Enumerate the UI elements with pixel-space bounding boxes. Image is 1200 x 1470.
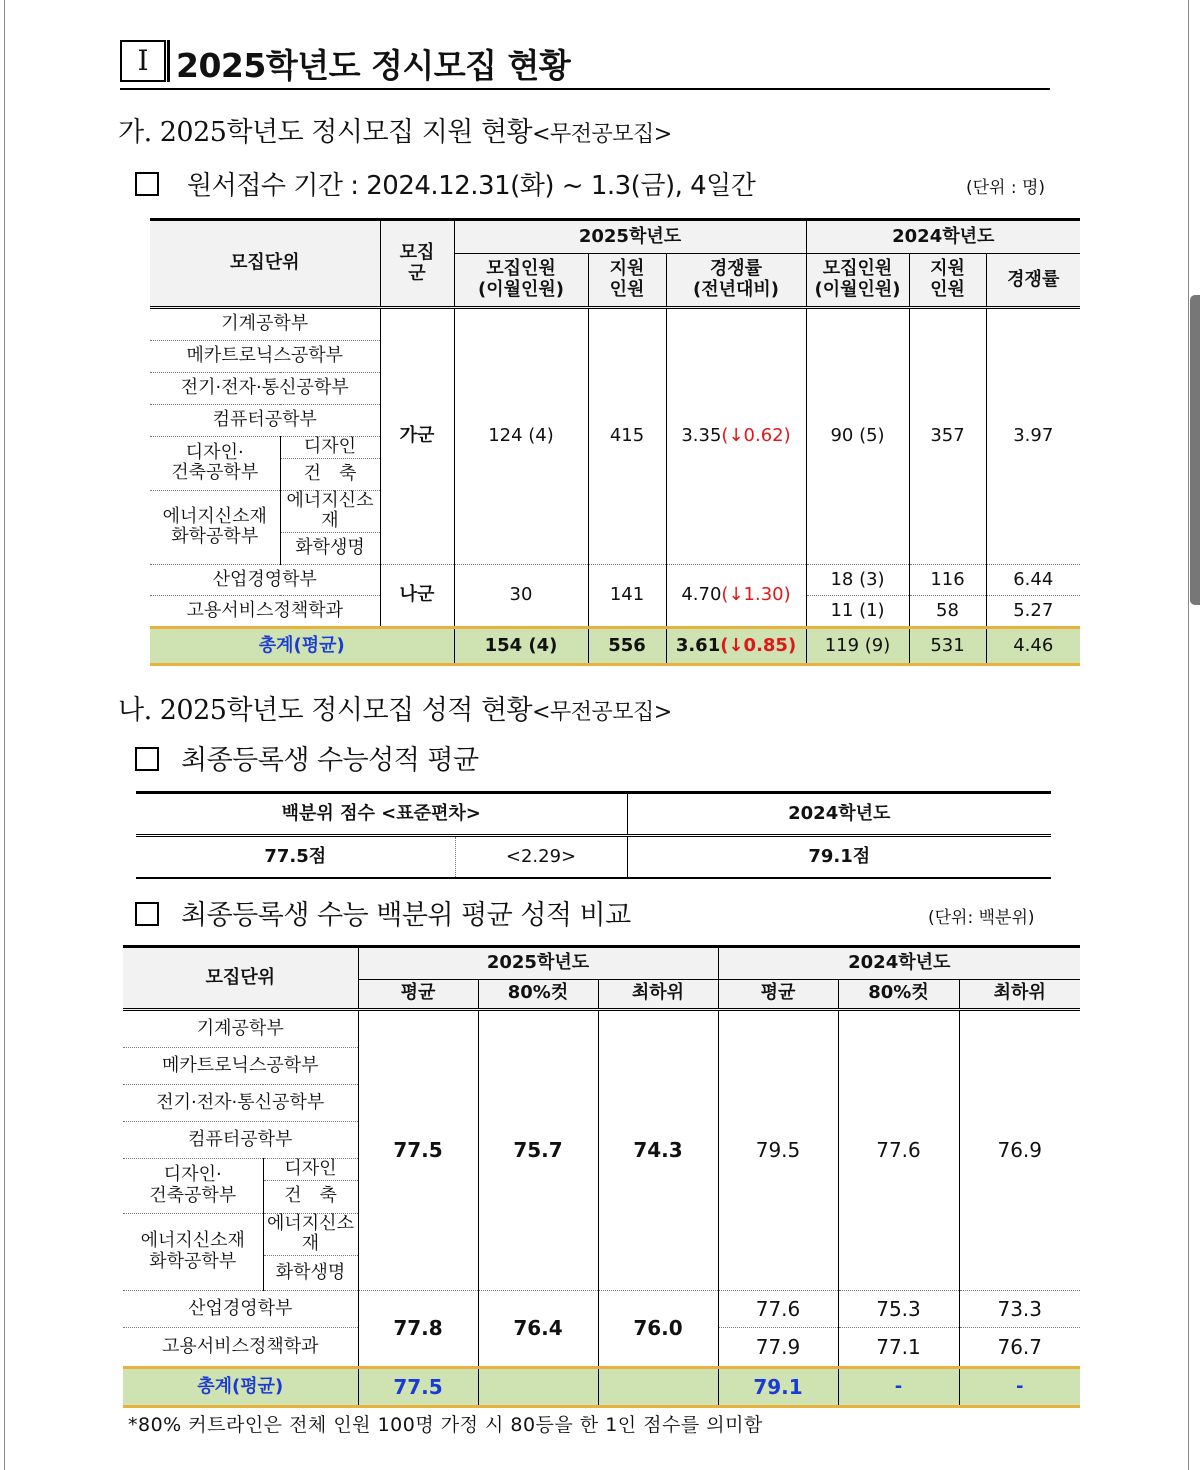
p-unit-energy-chem: 에너지신소재 화학공학부 — [123, 1213, 263, 1290]
p-total-label: 총계(평균) — [123, 1368, 358, 1407]
na-ratio-change: (↓1.30) — [721, 584, 791, 606]
ga-ratio-change: (↓0.62) — [721, 425, 791, 447]
p-hr-min-2024: 76.7 — [959, 1328, 1080, 1368]
percentile-table — [123, 945, 1080, 1408]
page-right-edge — [1188, 0, 1189, 1470]
total-row — [150, 628, 1080, 665]
na-applicants: 141 — [588, 565, 666, 628]
p-unit-design-arch: 디자인· 건축공학부 — [123, 1159, 263, 1214]
avg-score-label — [135, 738, 479, 777]
p-ga-cut80-2024: 77.6 — [838, 1010, 959, 1291]
unit-hr: 고용서비스정책학과 — [186, 599, 343, 621]
hr-quota-2024: 11 (1) — [806, 596, 909, 628]
p-total-avg: 77.5 — [358, 1368, 478, 1407]
p-hr-cut80-2024: 77.1 — [838, 1328, 959, 1368]
unit-note: (단위 : 명) — [966, 178, 1046, 198]
p-unit-comp: 컴퓨터공학부 — [123, 1122, 358, 1159]
p-total-row — [123, 1368, 1080, 1407]
header-quota: 모집인원 (이월인원) — [454, 254, 588, 308]
p-biz-min-2024: 73.3 — [959, 1291, 1080, 1328]
total-ratio-value: 3.61 — [675, 634, 721, 656]
p-header-2024: 2024학년도 — [718, 947, 1080, 980]
p-unit-energy: 에너지신소재 — [263, 1213, 358, 1255]
compare-label-text: 최종등록생 수능 백분위 평균 성적 비교 — [181, 900, 631, 931]
p-na-min: 76.0 — [598, 1291, 718, 1368]
p-na-avg: 77.8 — [358, 1291, 478, 1368]
p-unit-design: 디자인 — [263, 1159, 358, 1181]
total-ratio-change: (↓0.85) — [720, 634, 797, 656]
application-period-text: 원서접수 기간 : 2024.12.31(화) ~ 1.3(금), 4일간 — [187, 171, 756, 201]
unit-arch: 건 축 — [280, 458, 380, 490]
p-total-avg-2024: 79.1 — [718, 1368, 838, 1407]
header-ratio: 경쟁률 (전년대비) — [666, 254, 806, 308]
ga-applicants-2024: 357 — [909, 308, 986, 565]
footnote: *80% 커트라인은 전체 인원 100명 가정 시 80등을 한 1인 점수를 의미함 — [128, 1414, 763, 1436]
compare-label — [135, 893, 631, 932]
square-bullet-icon — [135, 902, 159, 926]
square-bullet-icon — [135, 172, 159, 196]
group-ga: 가군 — [380, 308, 454, 565]
p-total-min — [598, 1368, 718, 1407]
avg-sd: <2.29> — [455, 836, 627, 879]
biz-quota-2024: 18 (3) — [806, 565, 909, 596]
avg-header-percentile: 백분위 점수 <표준편차> — [136, 793, 627, 836]
p-ga-avg-2024: 79.5 — [718, 1010, 838, 1291]
ga-ratio-value: 3.35 — [681, 425, 722, 447]
unit-chembio: 화학생명 — [280, 533, 380, 565]
ga-quota: 124 (4) — [454, 308, 588, 565]
header-unit: 모집단위 — [150, 220, 380, 308]
p-na-cut80: 76.4 — [478, 1291, 598, 1368]
ga-ratio — [666, 308, 806, 565]
section-title-text: 2025학년도 정시모집 현황 — [176, 46, 571, 85]
total-applicants-2024: 531 — [909, 628, 986, 665]
na-quota: 30 — [454, 565, 588, 628]
biz-ratio-2024: 6.44 — [986, 565, 1080, 596]
unit-biz: 산업경영학부 — [150, 565, 380, 596]
compare-unit-note: (단위: 백분위) — [928, 908, 1035, 928]
p-biz-avg-2024: 77.6 — [718, 1291, 838, 1328]
p-header-cut80-2024: 80%컷 — [838, 979, 959, 1009]
p-header-cut80: 80%컷 — [478, 979, 598, 1009]
p-ga-min: 74.3 — [598, 1010, 718, 1291]
total-ratio — [666, 628, 806, 665]
avg-score-table — [136, 791, 1051, 879]
header-2024: 2024학년도 — [806, 220, 1080, 254]
unit-energy: 에너지신소재 — [280, 490, 380, 532]
part-b-heading-text: 나. 2025학년도 정시모집 성적 현황 — [118, 695, 533, 726]
header-quota-2024: 모집인원 (이월인원) — [806, 254, 909, 308]
ga-quota-2024: 90 (5) — [806, 308, 909, 565]
p-header-avg: 평균 — [358, 979, 478, 1009]
biz-applicants-2024: 116 — [909, 565, 986, 596]
p-total-min-2024: - — [959, 1368, 1080, 1407]
total-applicants: 556 — [588, 628, 666, 665]
part-a-heading-suffix: <무전공모집> — [532, 122, 672, 147]
na-ratio — [666, 565, 806, 628]
p-unit-chembio: 화학생명 — [263, 1256, 358, 1291]
square-bullet-icon — [135, 747, 159, 771]
p-unit-mech: 기계공학부 — [123, 1010, 358, 1048]
p-ga-cut80: 75.7 — [478, 1010, 598, 1291]
p-total-cut80 — [478, 1368, 598, 1407]
p-hr-avg-2024: 77.9 — [718, 1328, 838, 1368]
avg-score-label-text: 최종등록생 수능성적 평균 — [181, 745, 479, 776]
p-ga-min-2024: 76.9 — [959, 1010, 1080, 1291]
unit-design-arch: 디자인· 건축공학부 — [150, 437, 280, 491]
unit-mecha: 메카트로닉스공학부 — [150, 341, 380, 373]
total-quota-2024: 119 (9) — [806, 628, 909, 665]
ga-ratio-2024: 3.97 — [986, 308, 1080, 565]
hr-ratio-2024: 5.27 — [986, 596, 1080, 628]
application-period — [135, 165, 755, 202]
p-total-cut80-2024: - — [838, 1368, 959, 1407]
unit-design: 디자인 — [280, 437, 380, 459]
unit-comp: 컴퓨터공학부 — [150, 405, 380, 437]
p-biz-cut80-2024: 75.3 — [838, 1291, 959, 1328]
part-a-heading — [118, 110, 672, 149]
p-header-avg-2024: 평균 — [718, 979, 838, 1009]
unit-elec: 전기·전자·통신공학부 — [150, 373, 380, 405]
unit-energy-chem: 에너지신소재 화학공학부 — [162, 505, 267, 548]
na-ratio-value: 4.70 — [681, 584, 722, 606]
part-a-heading-text: 가. 2025학년도 정시모집 지원 현황 — [118, 117, 533, 148]
unit-mech: 기계공학부 — [150, 308, 380, 341]
p-header-min-2024: 최하위 — [959, 979, 1080, 1009]
avg-score-2024: 79.1점 — [627, 836, 1051, 879]
p-unit-biz: 산업경영학부 — [123, 1291, 358, 1328]
header-applicants-2024: 지원 인원 — [909, 254, 986, 308]
p-header-unit: 모집단위 — [123, 947, 358, 1010]
p-unit-mecha: 메카트로닉스공학부 — [123, 1048, 358, 1085]
p-ga-avg: 77.5 — [358, 1010, 478, 1291]
application-table — [150, 218, 1080, 666]
section-numeral: Ⅰ — [120, 40, 166, 82]
p-unit-elec: 전기·전자·통신공학부 — [123, 1085, 358, 1122]
p-unit-hr: 고용서비스정책학과 — [162, 1335, 319, 1357]
page-left-edge — [4, 0, 5, 1470]
header-applicants: 지원 인원 — [588, 254, 666, 308]
hr-applicants-2024: 58 — [909, 596, 986, 628]
part-b-heading-suffix: <무전공모집> — [532, 700, 672, 725]
total-quota: 154 (4) — [454, 628, 588, 665]
part-b-heading — [118, 688, 672, 727]
p-header-min: 최하위 — [598, 979, 718, 1009]
scrollbar-thumb[interactable] — [1190, 295, 1200, 605]
total-ratio-2024: 4.46 — [986, 628, 1080, 665]
avg-score: 77.5점 — [136, 836, 455, 879]
avg-header-2024: 2024학년도 — [627, 793, 1051, 836]
p-unit-arch: 건 축 — [263, 1180, 358, 1213]
section-title — [120, 38, 1050, 90]
header-ratio-2024: 경쟁률 — [986, 254, 1080, 308]
group-na: 나군 — [380, 565, 454, 628]
p-header-2025: 2025학년도 — [358, 947, 718, 980]
total-label: 총계(평균) — [150, 628, 454, 665]
header-2025: 2025학년도 — [454, 220, 806, 254]
header-group: 모집 군 — [380, 220, 454, 308]
ga-applicants: 415 — [588, 308, 666, 565]
